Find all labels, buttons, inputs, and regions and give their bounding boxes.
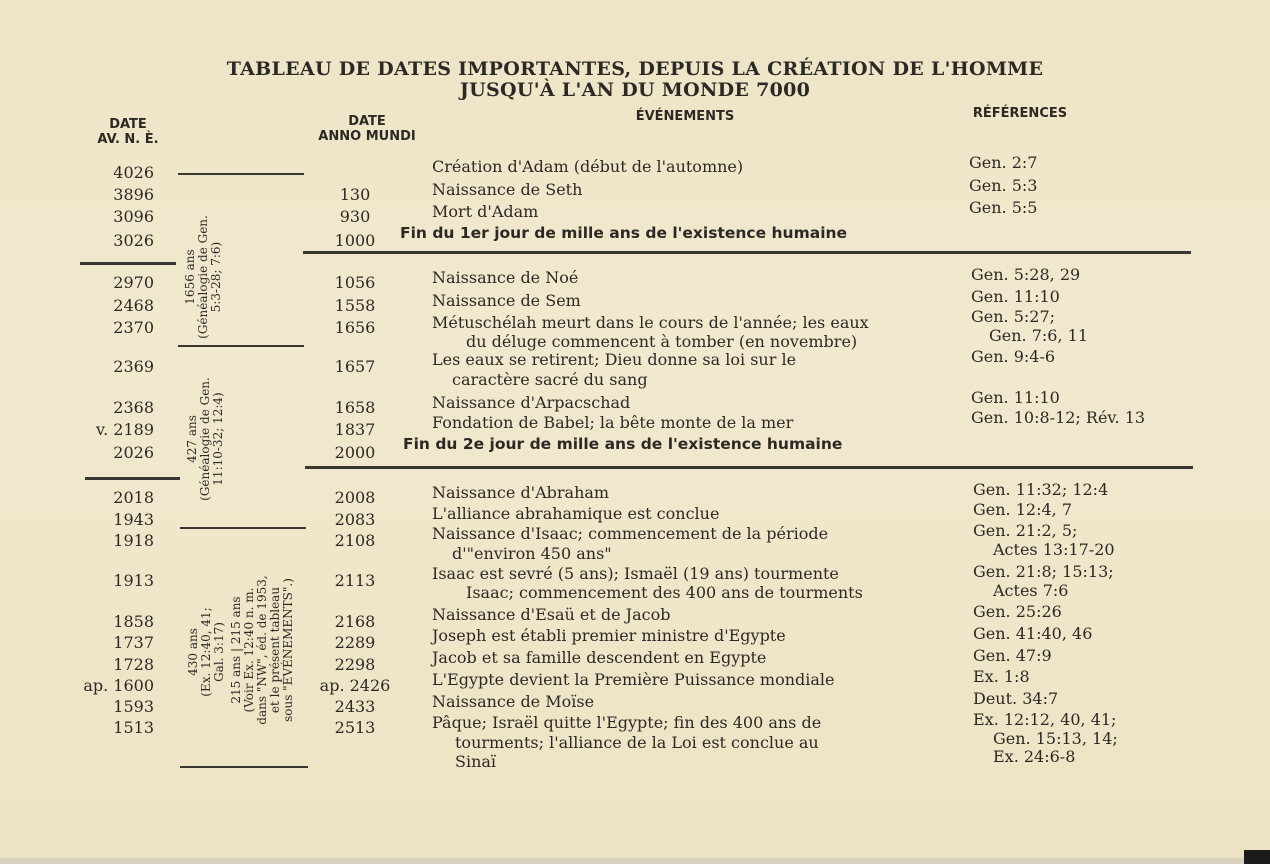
reference: Gen. 11:10 xyxy=(971,287,1060,306)
event: L'alliance abrahamique est conclue xyxy=(432,504,720,523)
event: Naissance d'Arpacschad xyxy=(432,393,631,412)
event: Pâque; Israël quitte l'Egypte; fin des 400 ans de xyxy=(432,713,822,732)
anno-mundi: 2083 xyxy=(334,510,376,529)
reference: Gen. 41:40, 46 xyxy=(973,624,1093,643)
side-note-line: (Généalogie de Gen. xyxy=(196,215,210,339)
reference-continuation: Ex. 24:6-8 xyxy=(993,747,1076,766)
anno-mundi: 2008 xyxy=(334,488,376,507)
reference-continuation: Actes 7:6 xyxy=(993,581,1069,600)
anno-mundi: 1837 xyxy=(334,420,376,439)
side-note-line: (Généalogie de Gen. xyxy=(198,377,212,501)
rule-left-2000 xyxy=(85,477,180,480)
reference: Gen. 10:8-12; Rév. 13 xyxy=(971,408,1146,427)
year: 4026 xyxy=(113,163,154,182)
anno-mundi: 2513 xyxy=(334,718,376,737)
year: 1593 xyxy=(113,697,154,716)
year: 2970 xyxy=(113,273,154,292)
anno-mundi: 1658 xyxy=(334,398,376,417)
reference: Deut. 34:7 xyxy=(973,689,1059,708)
side-note-line: 1656 ans xyxy=(183,249,197,305)
anno-mundi: 930 xyxy=(339,207,371,226)
rule-left-top xyxy=(178,173,304,175)
reference: Gen. 5:3 xyxy=(969,176,1038,195)
year: 3026 xyxy=(113,231,154,250)
reference: Gen. 25:26 xyxy=(973,602,1062,621)
anno-mundi: 1558 xyxy=(334,296,376,315)
reference: Ex. 1:8 xyxy=(973,667,1030,686)
side-note-line: sous "ÉVÉNEMENTS".) xyxy=(281,578,295,722)
year: 1858 xyxy=(113,612,154,631)
event: Naissance de Sem xyxy=(432,291,581,310)
anno-mundi: 2113 xyxy=(334,571,376,590)
anno-mundi: 1656 xyxy=(334,318,376,337)
anno-mundi: ap. 2426 xyxy=(319,676,391,695)
side-note-span-2 xyxy=(186,349,238,529)
event: Naissance de Moïse xyxy=(432,692,595,711)
event: Naissance d'Esaü et de Jacob xyxy=(432,605,671,624)
header-date-am-line1: DATE xyxy=(348,114,386,129)
side-note-line: 215 ans | 215 ans xyxy=(229,596,243,704)
event-continuation: Sinaï xyxy=(455,752,497,771)
event-continuation: caractère sacré du sang xyxy=(452,370,648,389)
header-date-av xyxy=(88,117,168,147)
side-note-line: 427 ans xyxy=(185,415,199,463)
event: Isaac est sevré (5 ans); Ismaël (19 ans) tourmente xyxy=(432,564,839,583)
event: Métuschélah meurt dans le cours de l'année; les eaux xyxy=(432,313,869,332)
year: 3096 xyxy=(113,207,154,226)
reference: Gen. 5:5 xyxy=(969,198,1038,217)
reference-continuation: Gen. 15:13, 14; xyxy=(993,729,1118,748)
year: 2468 xyxy=(113,296,154,315)
event-continuation: du déluge commencent à tomber (en novembre) xyxy=(466,332,858,351)
side-note-line: 11:10-32; 12:4) xyxy=(211,392,225,486)
reference-continuation: Gen. 7:6, 11 xyxy=(989,326,1089,345)
event-millennium: Fin du 1er jour de mille ans de l'existence humaine xyxy=(400,224,848,242)
title-line-1: TABLEAU DE DATES IMPORTANTES, DEPUIS LA CRÉATION DE L'HOMME xyxy=(226,58,1044,80)
year: 1918 xyxy=(113,531,154,550)
year: 2026 xyxy=(113,443,154,462)
anno-mundi: 2433 xyxy=(334,697,376,716)
year: 1913 xyxy=(113,571,154,590)
event: Joseph est établi premier ministre d'Egypte xyxy=(432,626,786,645)
side-note-line: et le présent tableau xyxy=(268,586,282,714)
reference: Gen. 47:9 xyxy=(973,646,1052,665)
anno-mundi: 2000 xyxy=(334,443,376,462)
event: Naissance de Noé xyxy=(432,268,579,287)
reference: Gen. 12:4, 7 xyxy=(973,500,1073,519)
header-date-am-line2: ANNO MUNDI xyxy=(318,129,416,144)
anno-mundi: 2289 xyxy=(334,633,376,652)
side-note-line: 430 ans xyxy=(186,628,200,676)
side-note-line: dans "NW", éd. de 1953, xyxy=(255,575,269,725)
side-note-line: (Voir Ex. 12:40 n. m. xyxy=(242,587,256,713)
anno-mundi: 1000 xyxy=(334,231,376,250)
year: 1728 xyxy=(113,655,154,674)
year: 2370 xyxy=(113,318,154,337)
anno-mundi: 2168 xyxy=(334,612,376,631)
reference: Gen. 11:10 xyxy=(971,388,1060,407)
reference: Gen. 5:27; xyxy=(971,307,1056,326)
event-continuation: tourments; l'alliance de la Loi est conclue au xyxy=(455,733,819,752)
year: 1737 xyxy=(113,633,154,652)
scan-corner xyxy=(1244,850,1270,864)
side-note-span-1 xyxy=(184,187,236,367)
event: Jacob et sa famille descendent en Egypte xyxy=(432,648,767,667)
header-date-av-line1: DATE xyxy=(109,117,147,132)
header-references: RÉFÉRENCES xyxy=(972,106,1068,121)
event-millennium: Fin du 2e jour de mille ans de l'existence humaine xyxy=(403,435,843,453)
rule-left-bottom xyxy=(180,766,308,768)
event: Naissance de Seth xyxy=(432,180,583,199)
year: 2369 xyxy=(113,357,154,376)
event: Naissance d'Abraham xyxy=(432,483,610,502)
side-note-line: (Ex. 12:40, 41; xyxy=(199,607,213,697)
event: Mort d'Adam xyxy=(432,202,539,221)
year: 3896 xyxy=(113,185,154,204)
event-continuation: Isaac; commencement des 400 ans de tourments xyxy=(466,583,863,602)
rule-left-1000 xyxy=(80,262,176,265)
anno-mundi: 1056 xyxy=(334,273,376,292)
reference: Gen. 21:2, 5; xyxy=(973,521,1078,540)
side-note-line: 5:3-28; 7:6) xyxy=(209,241,223,313)
reference: Gen. 9:4-6 xyxy=(971,347,1056,366)
event: L'Egypte devient la Première Puissance mondiale xyxy=(432,670,835,689)
event-continuation: d'"environ 450 ans" xyxy=(452,544,612,563)
anno-mundi: 2108 xyxy=(334,531,376,550)
event: Fondation de Babel; la bête monte de la mer xyxy=(432,413,794,432)
event: Les eaux se retirent; Dieu donne sa loi sur le xyxy=(432,350,797,369)
rule-main-2000 xyxy=(305,466,1193,469)
reference-continuation: Actes 13:17-20 xyxy=(993,540,1115,559)
title-line-2: JUSQU'À L'AN DU MONDE 7000 xyxy=(459,79,811,101)
year: ap. 1600 xyxy=(83,676,154,695)
header-date-av-line2: AV. N. È. xyxy=(97,132,159,147)
event: Naissance d'Isaac; commencement de la période xyxy=(432,524,829,543)
reference: Gen. 2:7 xyxy=(969,153,1038,172)
year: 1943 xyxy=(113,510,154,529)
header-date-am xyxy=(312,114,422,144)
anno-mundi: 2298 xyxy=(334,655,376,674)
reference: Gen. 21:8; 15:13; xyxy=(973,562,1114,581)
side-note-line: Gal. 3:17) xyxy=(212,622,226,682)
anno-mundi: 130 xyxy=(339,185,371,204)
year: v. 2189 xyxy=(95,420,154,439)
reference: Gen. 11:32; 12:4 xyxy=(973,480,1109,499)
year: 2018 xyxy=(113,488,154,507)
year: 1513 xyxy=(113,718,154,737)
page-bottom-edge xyxy=(0,858,1270,864)
event: Création d'Adam (début de l'automne) xyxy=(432,157,744,176)
reference: Gen. 5:28, 29 xyxy=(971,265,1081,284)
header-events: ÉVÉNEMENTS xyxy=(635,109,735,124)
rule-main-1000 xyxy=(303,251,1191,254)
year: 2368 xyxy=(113,398,154,417)
anno-mundi: 1657 xyxy=(334,357,376,376)
reference: Ex. 12:12, 40, 41; xyxy=(973,710,1117,729)
